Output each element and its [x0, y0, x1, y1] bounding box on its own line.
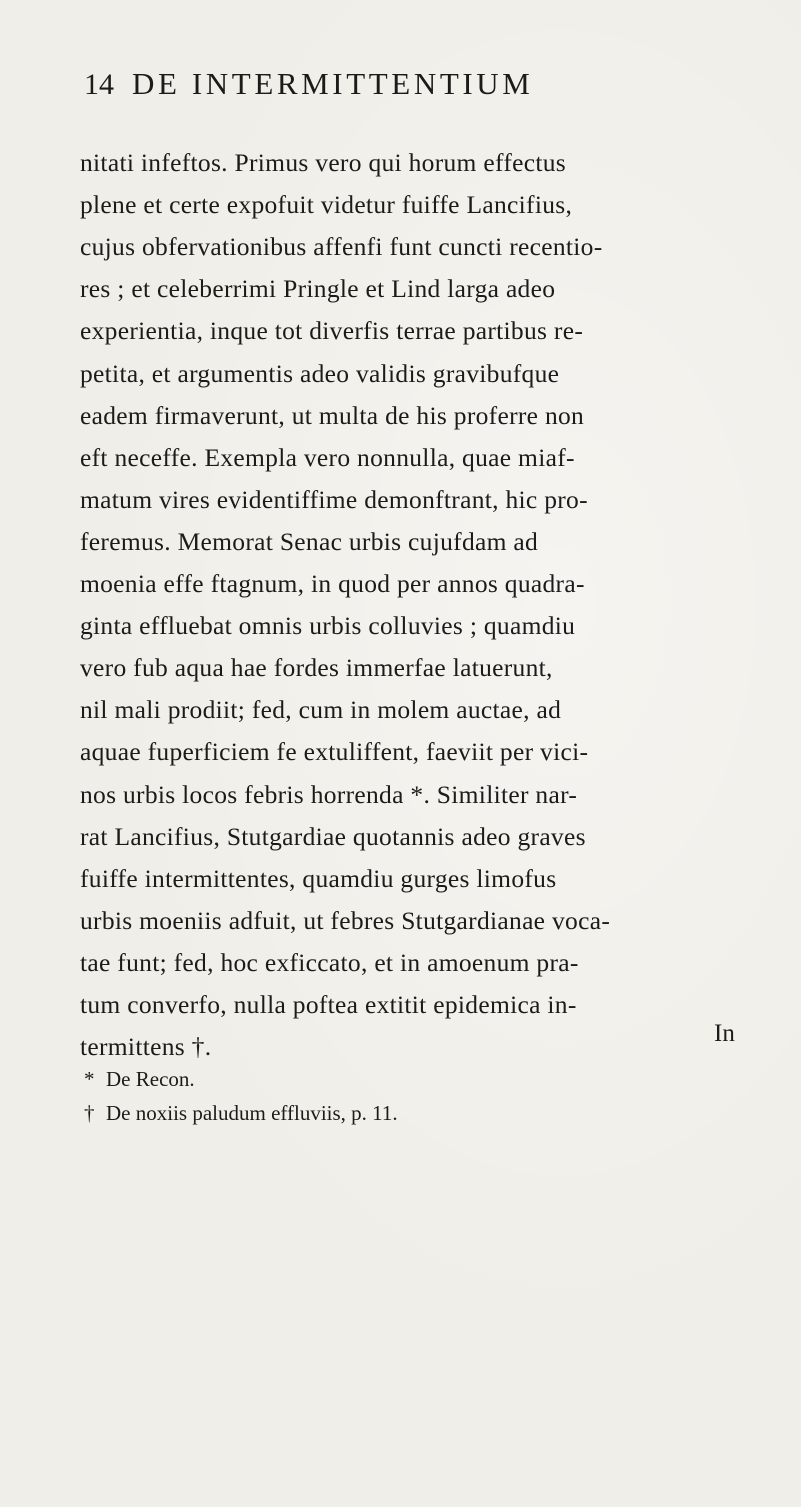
- text-line: feremus. Memorat Senac urbis cujufdam ad: [80, 526, 539, 556]
- text-line: nos urbis locos febris horrenda *. Similiter nar-: [80, 779, 578, 809]
- footnote: [84, 1101, 398, 1126]
- text-line: nitati infeftos. Primus vero qui horum effectus: [80, 148, 566, 177]
- page-header: [84, 66, 704, 106]
- text-line: res ; et celeberrimi Pringle et Lind larga adeo: [80, 274, 556, 304]
- text-line: fuiffe intermittentes, quamdiu gurges limofus: [80, 863, 557, 893]
- running-title: DE INTERMITTENTIUM: [132, 66, 534, 101]
- text-line: ginta effluebat omnis urbis colluvies ; quamdiu: [80, 611, 576, 641]
- text-line: vero fub aqua hae fordes immerfae latuerunt,: [80, 653, 553, 683]
- footnote-text: De Recon.: [106, 1067, 195, 1091]
- text-line: petita, et argumentis adeo validis gravibufque: [80, 358, 560, 388]
- text-line: rat Lancifius, Stutgardiae quotannis adeo graves: [80, 821, 586, 851]
- footnote-mark: *: [84, 1067, 95, 1091]
- catchword: In: [714, 1020, 735, 1047]
- text-line: termittens †.: [80, 1032, 212, 1062]
- footnote-mark: †: [84, 1101, 95, 1125]
- text-line: nil mali prodiit; fed, cum in molem auctae, ad: [80, 695, 562, 725]
- text-line: eadem firmaverunt, ut multa de his proferre non: [80, 400, 585, 430]
- footnote: [84, 1067, 195, 1092]
- text-line: eft neceffe. Exempla vero nonnulla, quae miaf-: [80, 442, 575, 472]
- footnote-text: De noxiis paludum effluviis, p. 11.: [106, 1101, 398, 1125]
- text-line: plene et certe expofuit videtur fuiffe Lancifius,: [80, 190, 573, 220]
- text-line: cujus obfervationibus affenfi funt cuncti recentio-: [80, 232, 603, 262]
- text-line: moenia effe ftagnum, in quod per annos quadra-: [80, 569, 585, 598]
- text-line: aquae fuperficiem fe extuliffent, faeviit per vici-: [80, 737, 589, 767]
- text-line: urbis moeniis adfuit, ut febres Stutgardianae voca-: [80, 905, 611, 935]
- text-line: tae funt; fed, hoc exficcato, et in amoenum pra-: [80, 947, 579, 977]
- text-line: matum vires evidentiffime demonftrant, hic pro-: [80, 484, 588, 514]
- text-line: experientia, inque tot diverfis terrae partibus re-: [80, 316, 584, 346]
- text-line: tum converfo, nulla poftea extitit epidemica in-: [80, 990, 577, 1019]
- page-number: 14: [84, 68, 114, 101]
